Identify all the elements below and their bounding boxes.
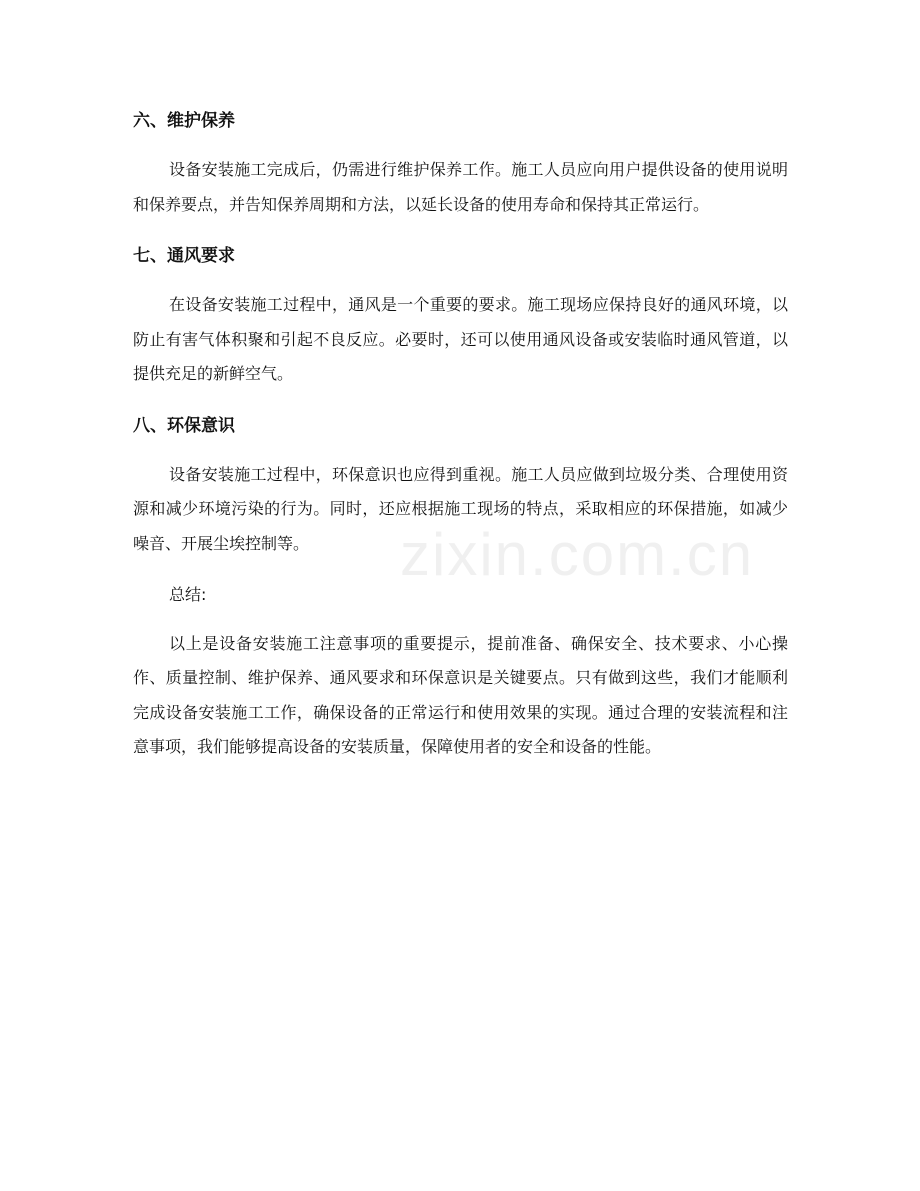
section-body-maintenance: 设备安装施工完成后，仍需进行维护保养工作。施工人员应向用户提供设备的使用说明和保养要点，并告知保养周期和方法，以延长设备的使用寿命和保持其正常运行。: [133, 160, 788, 214]
section-heading-environment: 八、环保意识: [133, 415, 235, 436]
watermark: zixin.com.cn: [400, 521, 755, 588]
section-heading-ventilation: 七、通风要求: [133, 246, 235, 266]
document-content: [133, 104, 788, 782]
summary-body: 以上是设备安装施工注意事项的重要提示，提前准备、确保安全、技术要求、小心操作、质量控制、维护保养、通风要求和环保意识是关键要点。只有做到这些，我们才能顺利完成设备安装施工工作，确保设备的正常运行和使用效果的实现。通过合理的安装流程和注意事项，我们能够提高设备的安装质量，保障使用者的安全和设备的性能。: [133, 633, 788, 756]
summary-label: 总结:: [169, 585, 207, 604]
section-body-ventilation: 在设备安装施工过程中，通风是一个重要的要求。施工现场应保持良好的通风环境，以防止有害气体积聚和引起不良反应。必要时，还可以使用通风设备或安装临时通风管道，以提供充足的新鲜空气。: [133, 295, 788, 383]
section-body-environment: 设备安装施工过程中，环保意识也应得到重视。施工人员应做到垃圾分类、合理使用资源和减少环境污染的行为。同时，还应根据施工现场的特点，采取相应的环保措施，如减少噪音、开展尘埃控制等。: [133, 464, 788, 553]
section-heading-maintenance: 六、维护保养: [133, 111, 235, 131]
